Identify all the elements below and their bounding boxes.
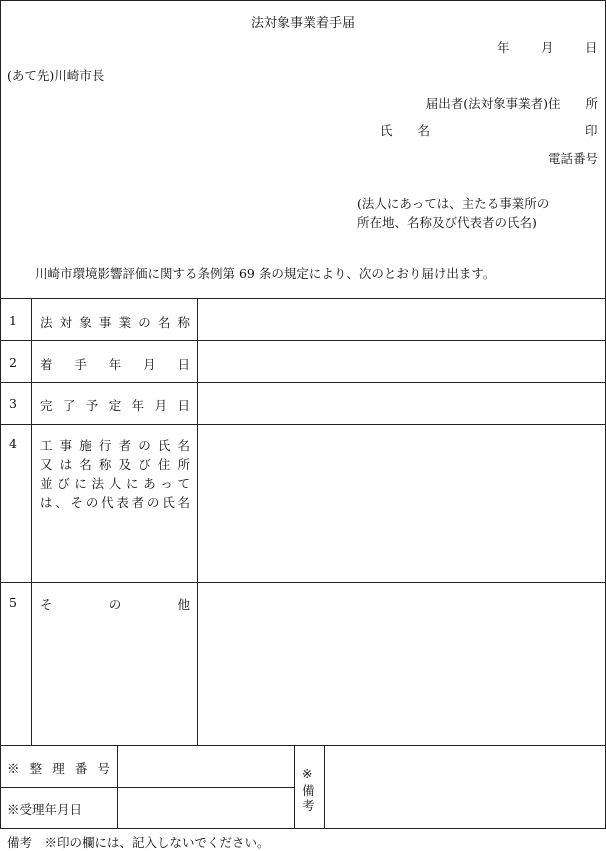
frame-left [0,0,1,828]
row-4-label-line-2: 又は名称及び住所 [40,457,190,472]
ref-number-value [118,746,294,787]
received-date-label: ※受理年月日 [7,802,83,817]
row-4-label-line-4: は、その代表者の氏名 [40,495,190,510]
frame-top [0,0,606,1]
row-5-num: 5 [9,595,17,610]
date-month: 月 [541,40,554,55]
corp-note-line-2: 所在地、名称及び代表者の氏名) [357,215,537,230]
statement: 川崎市環境影響評価に関する条例第 69 条の規定により、次のとおり届け出ます。 [35,266,496,281]
addressee: (あて先)川崎市長 [7,68,105,83]
remarks-value [325,746,605,828]
row-1-label: 法対象事業の名称 [40,315,190,330]
row-3-value[interactable] [198,383,605,424]
form-title: 法対象事業着手届 [250,16,355,31]
row-4-num: 4 [9,436,17,451]
row-1-value[interactable] [198,299,605,340]
row-5-value[interactable] [198,583,605,745]
applicant-address-label: 届出者(法対象事業者)住 所 [425,96,598,111]
row-2-num: 2 [9,355,17,370]
footer-note: 備考 ※印の欄には、記入しないでください。 [7,835,270,850]
col-line-footer-2 [294,745,295,828]
date-day: 日 [585,40,598,55]
row-4-label-line-3: 並びに法人にあって [40,476,190,491]
row-2-value[interactable] [198,341,605,382]
row-5-label: その他 [40,597,190,612]
ref-number-label: ※整理番号 [7,761,110,776]
phone-label: 電話番号 [547,151,598,166]
date-year: 年 [497,40,510,55]
frame-bottom [0,828,606,829]
received-date-value [118,788,294,828]
corp-note-line-1: (法人にあっては、主たる事業所の [357,196,550,211]
row-1-num: 1 [9,313,17,328]
row-2-label: 着手年月日 [40,357,190,372]
row-3-label: 完了予定年月日 [40,398,190,413]
remarks-mark: ※ [302,766,313,781]
remarks-label-char-2: 考 [302,798,315,813]
applicant-name-label: 氏 名 [380,123,431,138]
row-4-label-line-1: 工事施行者の氏名 [40,438,190,453]
col-line-num [31,298,32,745]
row-3-num: 3 [9,396,17,411]
row-4-value[interactable] [198,425,605,582]
remarks-label-char-1: 備 [302,783,315,798]
seal-mark: 印 [585,123,598,138]
